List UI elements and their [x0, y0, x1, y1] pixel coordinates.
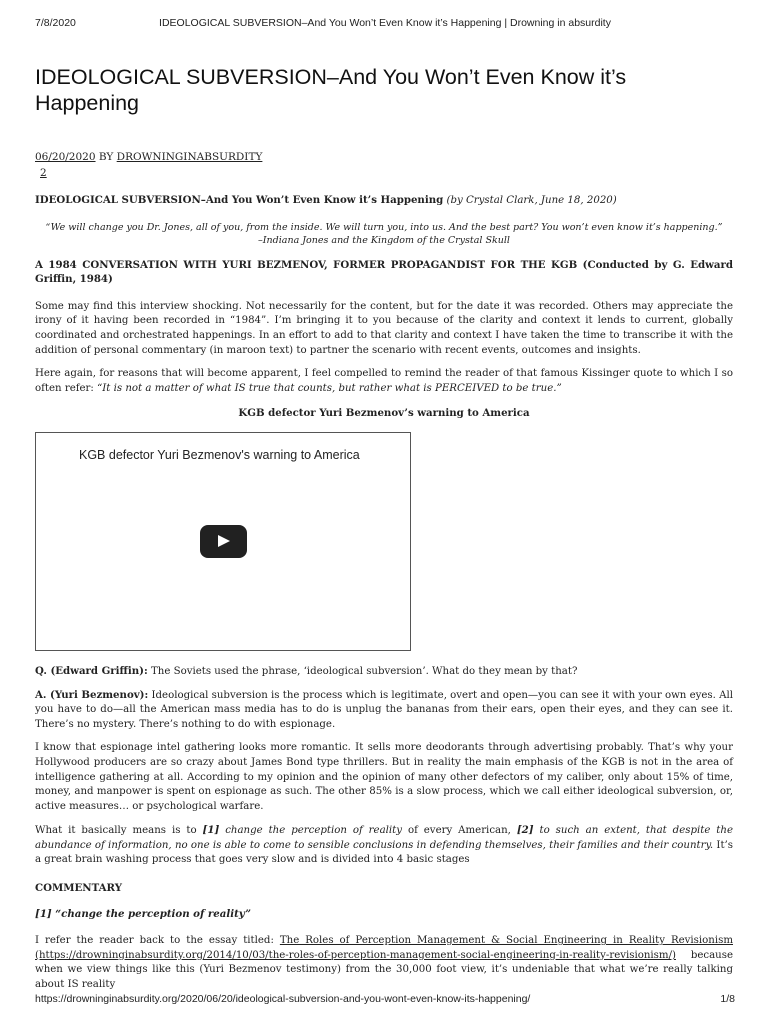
print-url: https://drowninginabsurdity.org/2020/06/20/ideological-subversion-and-you-wont-even-know-its-happening/: [35, 993, 531, 1005]
commentary-subheading: [35, 907, 733, 923]
marker-2: [2]: [516, 824, 534, 837]
byline-by: BY: [95, 151, 117, 163]
commentary-heading: COMMENTARY: [35, 882, 122, 895]
section-heading: A 1984 CONVERSATION WITH YURI BEZMENOV, FORMER PROPAGANDIST FOR THE KGB (Conducted by G. Edward Griffin, 1984): [35, 258, 733, 286]
paragraph-2: [35, 367, 733, 396]
print-date: 7/8/2020: [35, 17, 76, 29]
opening-quote: “We will change you Dr. Jones, all of you, from the inside. We will turn you, into us. And the best part? You won’t even know it’s happening.” –Indiana Jones and the Kingdom of the Crystal Skull: [45, 221, 723, 246]
kissinger-quote: “It is not a matter of what IS true that counts, but rather what is PERCEIVED to be true.”: [97, 382, 562, 394]
paragraph-3: I know that espionage intel gathering looks more romantic. It sells more deodorants through advertising probably. That’s why your Hollywood producers are so crazy about James Bond type thrillers. But in reality the main emphasis of the KGB is not in the area of intelligence gathering at all. According to my opinion and the opinion of many other defectors of my caliber, only about 15% of time, money, and manpower is spent on espionage as such. The other 85% is a slow process, which we call either ideological subversion, or, active measures… or psychological warfare.: [35, 742, 733, 812]
post-meta: [35, 150, 733, 180]
p4-text-1: What it basically means is to: [35, 825, 203, 837]
question: [35, 664, 733, 680]
essay-link[interactable]: The Roles of Perception Management & Social Engineering in Reality Revisionism (https://drowninginabsurdity.org/2014/10/03/the-roles-of-perception-management-social-engineering-in-reality-revisionism/): [35, 935, 733, 961]
refer-text-2: because when we view things like this (Yuri Bezmenov testimony) from the 30,000 foot view, it’s undeniable that what we’re really talking about IS reality: [35, 949, 733, 991]
video-heading: KGB defector Yuri Bezmenov’s warning to America: [238, 407, 530, 420]
p4-text-3: It’s a great brain washing process that goes very slow and is divided into 4 basic stages: [35, 839, 733, 866]
marker-1: [1]: [202, 824, 220, 837]
answer-text: Ideological subversion is the process which is legitimate, overt and open—you can see it with your own eyes. All you have to do—all the American mass media has to do is unplug the bananas from their ears, open their eyes, and they can see it. There’s no mystery. There’s nothing to do with espionage.: [35, 689, 733, 730]
print-page-title: IDEOLOGICAL SUBVERSION–And You Won’t Even Know it’s Happening | Drowning in absurdity: [159, 17, 611, 29]
paragraph-2-text: Here again, for reasons that will become apparent, I feel compelled to remind the reader of that famous Kissinger quote to which I so often refer:: [35, 368, 733, 394]
post-date-link[interactable]: 06/20/2020: [35, 151, 96, 163]
play-icon[interactable]: [200, 525, 247, 558]
intro-title: IDEOLOGICAL SUBVERSION–And You Won’t Even Know it’s Happening: [35, 194, 444, 206]
video-title[interactable]: KGB defector Yuri Bezmenov's warning to America: [79, 447, 360, 462]
p4-emphasis-2: to such an extent, that despite the abundance of information, no one is able to come to sensible conclusions in defending themselves, their families and their country.: [35, 825, 733, 851]
article: [35, 64, 733, 993]
paragraph-1: Some may find this interview shocking. Not necessarily for the content, but for the date it was recorded. Others may appreciate the irony of it having been recorded in “1984”. I’m bringing it to you because of the clarity and context it lends to current, globally coordinated and orchestrated happenings. In an effort to add to that clarity and context I have taken the time to transcribe it with the addition of personal commentary (in maroon text) to partner the scenario with recent events, outcomes and insights.: [35, 300, 733, 356]
paragraph-4: [35, 823, 733, 868]
intro-line: [35, 193, 733, 209]
answer: [35, 688, 733, 733]
question-text: The Soviets used the phrase, ‘ideological subversion’. What do they mean by that?: [147, 665, 578, 677]
print-page-number: 1/8: [720, 993, 735, 1005]
print-footer: [35, 993, 735, 1005]
p4-text-2: of every American,: [402, 825, 517, 837]
comment-count-link[interactable]: 2: [40, 167, 47, 179]
question-speaker: Q. (Edward Griffin):: [35, 664, 148, 677]
author-link[interactable]: DROWNINGINABSURDITY: [116, 151, 263, 163]
refer-paragraph: [35, 934, 733, 992]
answer-speaker: A. (Yuri Bezmenov):: [35, 688, 149, 701]
video-embed[interactable]: [35, 432, 411, 651]
intro-byline: (by Crystal Clark, June 18, 2020): [443, 195, 617, 206]
post-title: IDEOLOGICAL SUBVERSION–And You Won’t Even Know it’s Happening: [35, 65, 627, 115]
refer-text-1: I refer the reader back to the essay titled:: [35, 935, 280, 947]
commentary-sub-text: [1] “change the perception of reality”: [35, 907, 251, 920]
p4-emphasis-1: change the perception of reality: [219, 825, 403, 837]
